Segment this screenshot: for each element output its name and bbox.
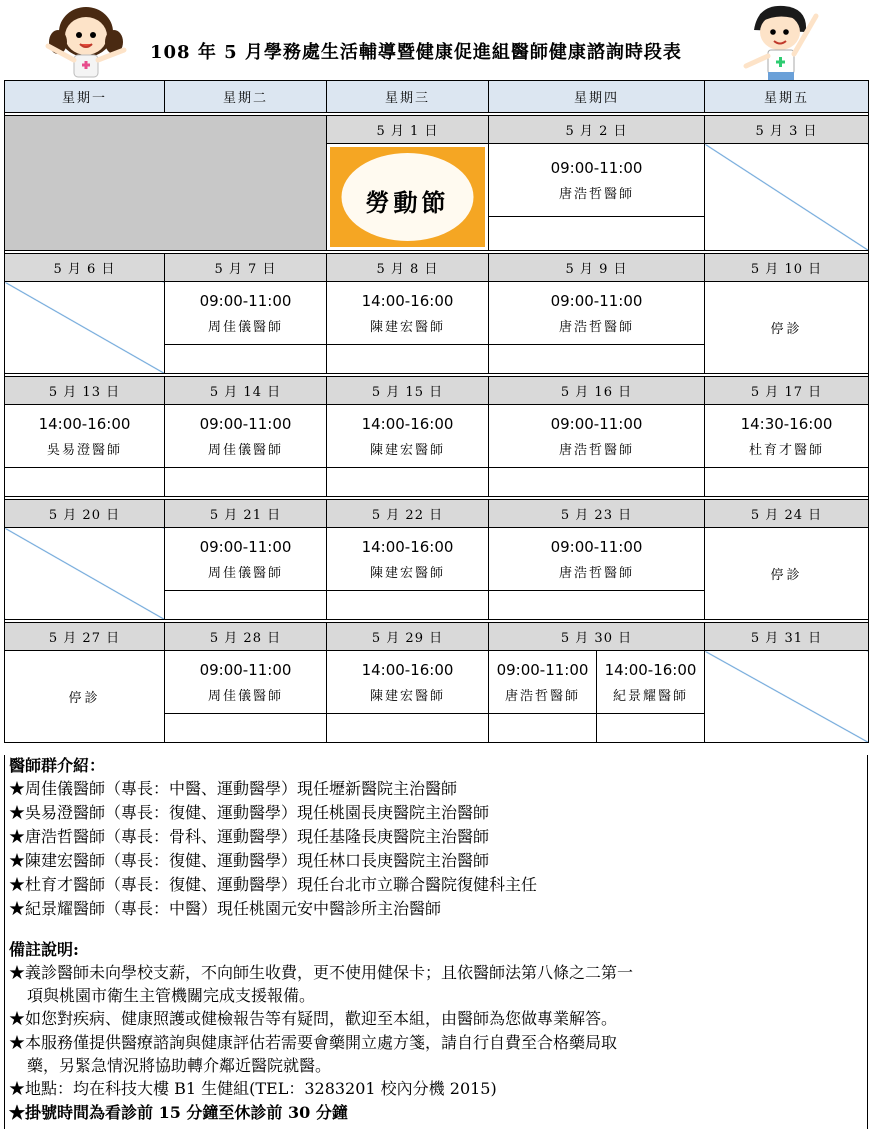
empty-cell <box>489 714 597 743</box>
slot-cell <box>489 282 705 345</box>
date-cell: 5 月 14 日 <box>165 377 327 405</box>
weekday-mon: 星期一 <box>5 81 165 113</box>
closed-cell: 停診 <box>5 651 165 743</box>
slot-time: 09:00-11:00 <box>550 537 643 556</box>
no-service-cell <box>705 651 869 743</box>
slot-time: 14:00-16:00 <box>361 414 454 433</box>
week3-date-row <box>5 377 869 405</box>
slot-doctor: 唐浩哲醫師 <box>559 186 635 202</box>
slot-time: 14:30-16:00 <box>740 414 833 433</box>
doctors-heading: 醫師群介紹： <box>9 756 106 775</box>
week3-info-row <box>5 405 869 468</box>
date-cell: 5 月 10 日 <box>705 254 869 282</box>
date-cell: 5 月 23 日 <box>489 500 705 528</box>
empty-cell <box>327 468 489 497</box>
date-cell: 5 月 9 日 <box>489 254 705 282</box>
date-cell: 5 月 17 日 <box>705 377 869 405</box>
notes-section <box>4 755 868 1129</box>
date-cell: 5 月 7 日 <box>165 254 327 282</box>
date-cell: 5 月 6 日 <box>5 254 165 282</box>
slot-doctor: 唐浩哲醫師 <box>504 688 580 704</box>
slot-cell <box>165 282 327 345</box>
week4-info-row <box>5 528 869 591</box>
weekday-header-row <box>5 81 869 113</box>
slot-doctor: 周佳儀醫師 <box>207 442 283 458</box>
empty-cell <box>489 345 705 374</box>
slot-time: 14:00-16:00 <box>361 291 454 310</box>
closed-cell: 停診 <box>705 282 869 374</box>
remark-line: ★如您對疾病、健康照護或健檢報告等有疑問，歡迎至本組，由醫師為您做專業解答。 <box>9 1009 618 1028</box>
doctor-intro: ★杜育才醫師（專長：復健、運動醫學）現任台北市立聯合醫院復健科主任 <box>9 875 538 894</box>
slot-time: 14:00-16:00 <box>361 660 454 679</box>
slot-time: 09:00-11:00 <box>199 414 292 433</box>
empty-cell <box>165 345 327 374</box>
slot-time: 09:00-11:00 <box>199 660 292 679</box>
empty-cell <box>489 468 705 497</box>
date-cell: 5 月 15 日 <box>327 377 489 405</box>
closed-cell: 停診 <box>705 528 869 620</box>
week1-blank-cell <box>5 116 327 251</box>
slot-cell <box>489 405 705 468</box>
empty-cell <box>489 591 705 620</box>
date-cell: 5 月 22 日 <box>327 500 489 528</box>
date-cell: 5 月 13 日 <box>5 377 165 405</box>
empty-cell <box>5 468 165 497</box>
doctor-intro: ★周佳儀醫師（專長：中醫、運動醫學）現任壢新醫院主治醫師 <box>9 779 458 798</box>
date-cell: 5 月 31 日 <box>705 623 869 651</box>
slot-doctor: 周佳儀醫師 <box>207 565 283 581</box>
slot-doctor: 唐浩哲醫師 <box>559 319 635 335</box>
slot-doctor: 周佳儀醫師 <box>207 688 283 704</box>
slot-cell <box>165 528 327 591</box>
slot-cell <box>5 405 165 468</box>
doctor-intro: ★陳建宏醫師（專長：復健、運動醫學）現任林口長庚醫院主治醫師 <box>9 851 490 870</box>
week2-info-row <box>5 282 869 345</box>
labor-day-badge <box>330 147 485 247</box>
slot-time: 09:00-11:00 <box>550 291 643 310</box>
date-cell: 5 月 8 日 <box>327 254 489 282</box>
date-cell: 5 月 28 日 <box>165 623 327 651</box>
slot-time: 09:00-11:00 <box>550 414 643 433</box>
remark-registration: ★掛號時間為看診前 15 分鐘至休診前 30 分鐘 <box>9 1103 348 1122</box>
week1-date-row <box>5 116 869 144</box>
slot-time: 14:00-16:00 <box>604 660 697 679</box>
slot-doctor: 陳建宏醫師 <box>369 565 445 581</box>
slot-time: 09:00-11:00 <box>496 660 589 679</box>
date-cell: 5 月 30 日 <box>489 623 705 651</box>
doctor-intro: ★唐浩哲醫師（專長：骨科、運動醫學）現任基隆長庚醫院主治醫師 <box>9 827 490 846</box>
date-cell: 5 月 29 日 <box>327 623 489 651</box>
remark-line: ★本服務僅提供醫療諮詢與健康評估若需要會藥開立處方箋，請自行自費至合格藥局取 <box>9 1033 618 1052</box>
no-service-cell <box>5 528 165 620</box>
empty-cell <box>597 714 705 743</box>
slot-cell <box>165 405 327 468</box>
empty-cell <box>489 217 705 251</box>
empty-cell <box>327 345 489 374</box>
remark-line: 項與桃園市衛生主管機關完成支援報備。 <box>27 986 316 1005</box>
week2-date-row <box>5 254 869 282</box>
slot-doctor: 周佳儀醫師 <box>207 319 283 335</box>
weekday-fri: 星期五 <box>705 81 869 113</box>
slot-doctor: 唐浩哲醫師 <box>559 565 635 581</box>
schedule-table <box>4 80 869 743</box>
slot-time: 09:00-11:00 <box>199 291 292 310</box>
weekday-wed: 星期三 <box>327 81 489 113</box>
weekday-thu: 星期四 <box>489 81 705 113</box>
slot-cell <box>327 282 489 345</box>
remark-line: 藥，另緊急情況將協助轉介鄰近醫院就醫。 <box>27 1056 332 1075</box>
week5-date-row <box>5 623 869 651</box>
date-cell: 5 月 3 日 <box>705 116 869 144</box>
girl-nurse-illustration <box>40 2 132 80</box>
slot-cell <box>597 651 705 714</box>
slot-cell <box>489 144 705 217</box>
boy-illustration <box>728 0 828 80</box>
date-cell: 5 月 16 日 <box>489 377 705 405</box>
slot-doctor: 吳易澄醫師 <box>46 442 122 458</box>
slot-cell <box>705 405 869 468</box>
slot-doctor: 陳建宏醫師 <box>369 688 445 704</box>
doctor-intro: ★紀景耀醫師（專長：中醫）現任桃園元安中醫診所主治醫師 <box>9 899 442 918</box>
date-cell: 5 月 21 日 <box>165 500 327 528</box>
header <box>0 0 871 80</box>
remarks-heading: 備註說明: <box>9 940 79 959</box>
slot-cell <box>327 405 489 468</box>
week4-date-row <box>5 500 869 528</box>
slot-doctor: 杜育才醫師 <box>749 442 825 458</box>
date-cell: 5 月 27 日 <box>5 623 165 651</box>
slot-time: 14:00-16:00 <box>361 537 454 556</box>
empty-cell <box>165 714 327 743</box>
slot-time: 14:00-16:00 <box>38 414 131 433</box>
slot-doctor: 唐浩哲醫師 <box>559 442 635 458</box>
slot-doctor: 陳建宏醫師 <box>369 442 445 458</box>
week5-info-row <box>5 651 869 714</box>
labor-day-cell <box>327 144 489 251</box>
date-cell: 5 月 24 日 <box>705 500 869 528</box>
slot-cell <box>327 651 489 714</box>
slot-time: 09:00-11:00 <box>199 537 292 556</box>
remark-line: ★義診醫師未向學校支薪，不向師生收費，更不使用健保卡；且依醫師法第八條之二第一 <box>9 963 634 982</box>
empty-cell <box>165 468 327 497</box>
slot-cell <box>165 651 327 714</box>
date-cell: 5 月 20 日 <box>5 500 165 528</box>
no-service-cell <box>705 144 869 251</box>
no-service-cell <box>5 282 165 374</box>
doctor-intro: ★吳易澄醫師（專長：復健、運動醫學）現任桃園長庚醫院主治醫師 <box>9 803 490 822</box>
empty-cell <box>705 468 869 497</box>
date-cell: 5 月 1 日 <box>327 116 489 144</box>
slot-cell <box>489 528 705 591</box>
weekday-tue: 星期二 <box>165 81 327 113</box>
page-title: 108 年 5 月學務處生活輔導暨健康促進組醫師健康諮詢時段表 <box>150 42 682 63</box>
empty-cell <box>165 591 327 620</box>
holiday-label: 勞動節 <box>365 188 450 217</box>
slot-doctor: 陳建宏醫師 <box>369 319 445 335</box>
slot-doctor: 紀景耀醫師 <box>613 688 689 704</box>
slot-cell <box>327 528 489 591</box>
empty-cell <box>327 714 489 743</box>
remark-location: ★地點：均在科技大樓 B1 生健組(TEL：3283201 校內分機 2015) <box>9 1079 497 1098</box>
empty-cell <box>327 591 489 620</box>
slot-cell <box>489 651 597 714</box>
date-cell: 5 月 2 日 <box>489 116 705 144</box>
slot-time: 09:00-11:00 <box>550 158 643 177</box>
